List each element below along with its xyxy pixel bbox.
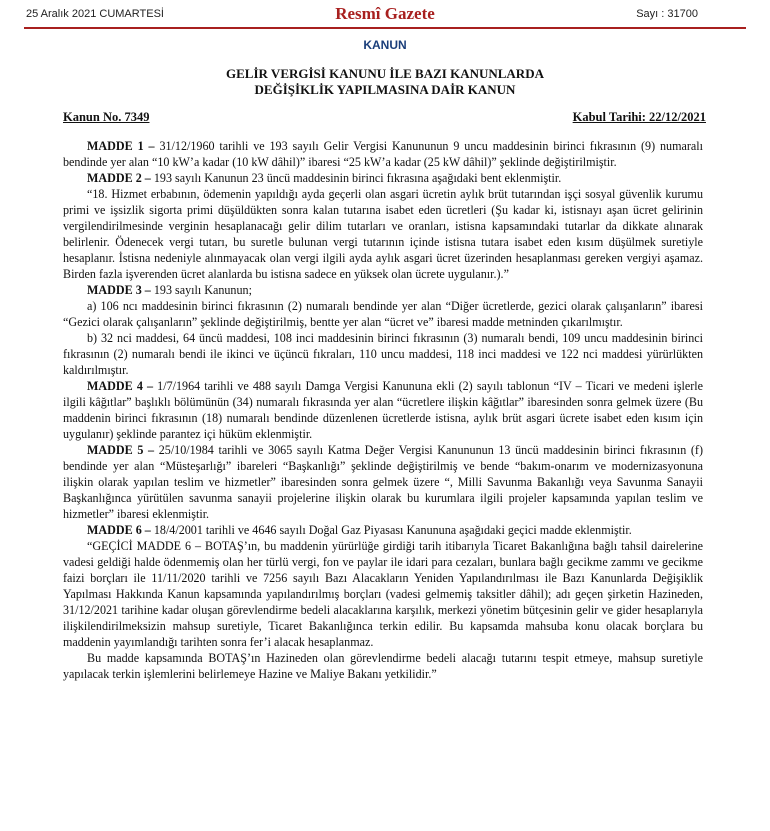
article-text: 25/10/1984 tarihli ve 3065 sayılı Katma Değer Vergisi Kanununun 13 üncü maddesinin birinci fıkrasının (f) bendinde yer alan “Müsteşarlığı” ibareleri “Başkanlığı” şeklinde değiştirilmiş ve bende “bakım-onarım ve modernizasyonuna ilişkin olarak yapılan teslim ve hizmetler” ibaresinden sonra gelmek üzere “, Milli Savunma Bakanlığı veya Savunma Sanayii Başkanlığınca yürütülen savunma sanayii projelerine ilişkin olarak bu kurumlara ilgili projeler kapsamında yapılan teslim ve hizmetler” ibaresi eklenmiştir. [63,443,703,521]
article-paragraph [63,186,703,282]
issue-date: 25 Aralık 2021 CUMARTESİ [26,8,164,20]
article-text: a) 106 ncı maddesinin birinci fıkrasının (2) numaralı bendinde yer alan “Diğer ücretlerde, gezici olarak çalışanların” ibaresi “Gezici olarak çalışanların” şeklinde değiştirilmiş, bentte yer alan “ücret ve” ibaresi madde metninden çıkarılmıştır. [63,299,703,329]
article-paragraph [63,538,703,650]
law-body [63,138,703,682]
article-lead: MADDE 5 – [87,443,155,457]
article-text: 193 sayılı Kanunun; [150,283,252,297]
article-paragraph [63,298,703,330]
article-text: 193 sayılı Kanunun 23 üncü maddesinin birinci fıkrasına aşağıdaki bent eklenmiştir. [150,171,562,185]
law-number: Kanun No. 7349 [63,110,150,124]
article-text: 1/7/1964 tarihli ve 488 sayılı Damga Vergisi Kanununa ekli (2) sayılı tablonun “IV – Ticari ve medeni işlerle ilgili kâğıtlar” başlıklı bölümünün (34) numaralı fıkrasında yer alan “ücretlere ilişkin kâğıtlar” ibaresinden sonra gelmek üzere (Bu maddenin birinci fıkrasının (18) numaralı bendinde düzenlenen ücretlerde istisna, aylık brüt asgari ücrete isabet eden kısım için uygulanır) şeklinde parantez içi hüküm eklenmiştir. [63,379,704,441]
article-paragraph [63,282,703,298]
article-text: b) 32 nci maddesi, 64 üncü maddesi, 108 inci maddesinin birinci fıkrasının (3) numaralı bendi, 109 uncu maddesinin birinci fıkrasının (2) numaralı bendi ile ikinci ve üçüncü fıkraları, 110 uncu maddesi, 118 inci maddesi ve 122 nci maddesi yürürlükten kaldırılmıştır. [63,331,703,377]
article-lead: MADDE 4 – [87,379,154,393]
article-text: 31/12/1960 tarihli ve 193 sayılı Gelir Vergisi Kanununun 9 uncu maddesinin birinci fıkrasının (9) numaralı bendinde yer alan “10 kW’a kadar (10 kW dâhil)” ibaresi “25 kW’a kadar (25 kW dâhil)” şeklinde değiştirilmiştir. [63,139,703,169]
law-title-line-1: GELİR VERGİSİ KANUNU İLE BAZI KANUNLARDA [226,66,544,81]
article-lead: MADDE 6 – [87,523,151,537]
header-divider [24,27,746,29]
article-text: Bu madde kapsamında BOTAŞ’ın Hazineden olan görevlendirme bedeli alacağı tutarını tespit etmeye, mahsup suretiyle yapılacak terkin işlemlerini belirlemeye Hazine ve Maliye Bakanı yetkilidir.” [63,651,703,681]
article-paragraph [63,522,703,538]
article-lead: MADDE 3 – [87,283,151,297]
section-heading: KANUN [363,38,407,52]
article-paragraph [63,330,703,378]
article-lead: MADDE 2 – [87,171,151,185]
issue-number: Sayı : 31700 [636,8,698,20]
gazette-title: Resmî Gazete [335,4,435,23]
acceptance-date: Kabul Tarihi: 22/12/2021 [572,110,706,124]
article-text: “18. Hizmet erbabının, ödemenin yapıldığı ayda geçerli olan asgari ücretin aylık brüt tutarından işçi sosyal güvenlik kurumu primi ve işsizlik sigorta primi düşüldükten sonra kalan tutarına isabet eden ücretleri (Şu kadar ki, istisnayı aşan ücret gelirinin vergilendirilmesinde verginin hesaplanacağı gelir dilim tutarları ve oranları, istisna kapsamındaki tutarlar da dikkate alınarak belirlenir. Ödenecek vergi tutarı, bu suretle bulunan vergi tutarının içinde istisna tutara isabet eden kısım düşülmek suretiyle hesaplanır. İstisna nedeniyle alınmayacak olan vergi ilgili ayda aylık asgari ücret üzerinden hesaplanması gereken vergiyi aşamaz. Birden fazla işverenden ücret alanlarda bu istisna sadece en yüksek olan ücrete uygulanır.).” [63,187,703,281]
article-text: “GEÇİCİ MADDE 6 – BOTAŞ’ın, bu maddenin yürürlüğe girdiği tarih itibarıyla Ticaret Bakanlığına bağlı tahsil dairelerine vadesi geldiği halde ödenmemiş olan her türlü vergi, fon ve paylar ile idari para cezaları, bunlara bağlı gecikme zammı ve gecikme faizi borçları ile 11/11/2020 tarihli ve 7256 sayılı Bazı Alacakların Yeniden Yapılandırılması ile Bazı Kanunlarda Değişiklik Yapılması Hakkında Kanun kapsamında yapılandırılmış borçları (vadesi gelmemiş taksitler dâhil); adı geçen şirketin Hazineden, 31/12/2021 tarihine kadar oluşan görevlendirme bedeli alacaklarına karşılık, merkezi yönetim bütçesinin gelir ve gider hesaplarıyla ilişkilendirilmeksizin mahsup suretiyle, Ticaret Bakanlığınca terkin edilir. Bu kapsamda mahsuba konu olacak borçlara bu maddenin yayımlandığı tarihten sonra fer’i alacak hesaplanmaz. [63,539,703,649]
law-title [0,66,770,98]
article-paragraph [63,170,703,186]
law-title-line-2: DEĞİŞİKLİK YAPILMASINA DAİR KANUN [254,82,516,97]
gazette-header [0,0,770,26]
article-paragraph [63,442,703,522]
article-paragraph [63,378,703,442]
article-paragraph [63,650,703,682]
article-lead: MADDE 1 – [87,139,155,153]
article-text: 18/4/2001 tarihli ve 4646 sayılı Doğal Gaz Piyasası Kanununa aşağıdaki geçici madde eklenmiştir. [150,523,632,537]
article-paragraph [63,138,703,170]
